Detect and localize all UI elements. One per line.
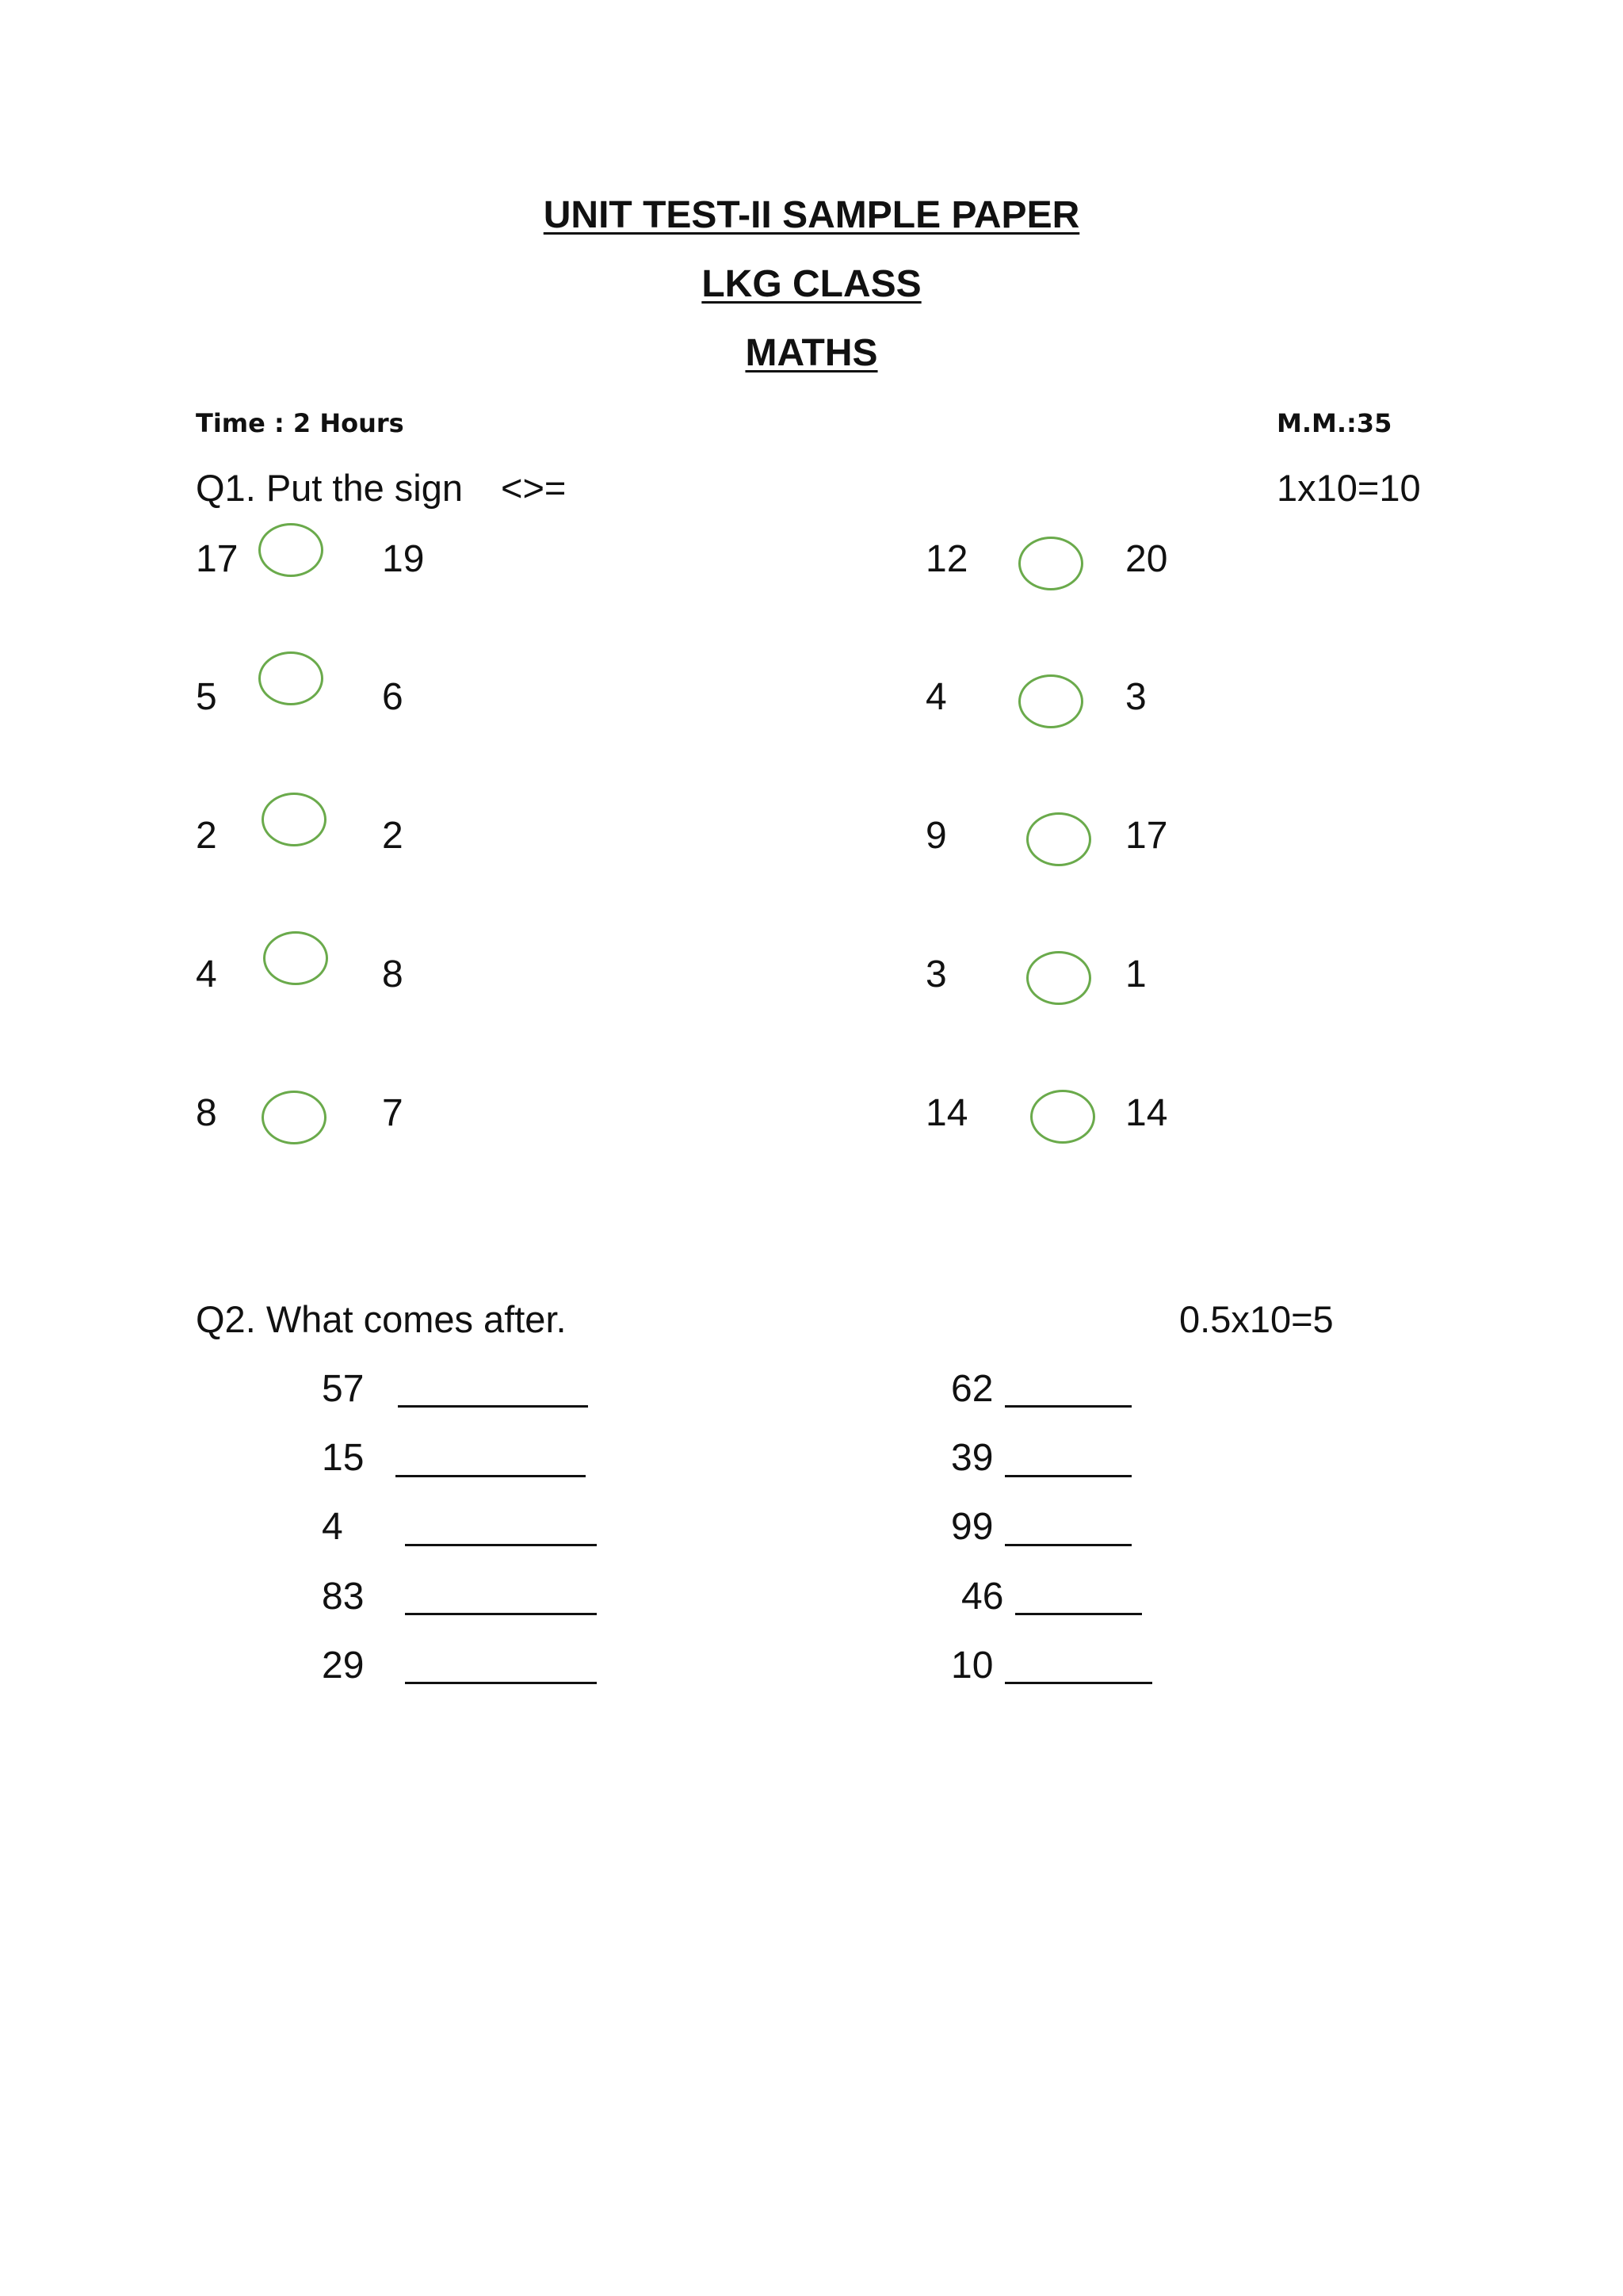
q1-number-right: 14 [1125, 1092, 1168, 1134]
answer-circle[interactable] [262, 793, 327, 846]
answer-circle[interactable] [263, 931, 328, 985]
q2-number: 46 [961, 1576, 1004, 1618]
q2-number: 62 [951, 1368, 994, 1410]
q1-prompt: Q1. Put the sign [196, 467, 464, 509]
paper-title: UNIT TEST-II SAMPLE PAPER [543, 194, 1080, 236]
time-label: Time : 2 Hours [196, 408, 404, 438]
q2-number: 4 [322, 1506, 343, 1548]
answer-blank[interactable] [1015, 1613, 1142, 1615]
max-marks-label: M.M.:35 [1277, 408, 1392, 438]
answer-circle[interactable] [1026, 951, 1091, 1005]
answer-blank[interactable] [405, 1613, 597, 1615]
q1-number-right: 3 [1125, 676, 1147, 718]
answer-blank[interactable] [1005, 1475, 1132, 1477]
q2-number: 83 [322, 1576, 365, 1618]
q1-number-left: 2 [196, 815, 217, 857]
q1-number-right: 19 [382, 538, 425, 580]
answer-circle[interactable] [1018, 537, 1083, 590]
answer-blank[interactable] [395, 1475, 586, 1477]
answer-blank[interactable] [1005, 1682, 1152, 1684]
q1-number-right: 2 [382, 815, 403, 857]
q1-number-left: 3 [926, 953, 947, 995]
answer-circle[interactable] [1026, 812, 1091, 866]
answer-circle[interactable] [1030, 1090, 1095, 1144]
q1-number-left: 4 [196, 953, 217, 995]
q2-number: 99 [951, 1506, 994, 1548]
q1-number-right: 6 [382, 676, 403, 718]
q1-number-left: 17 [196, 538, 239, 580]
answer-blank[interactable] [405, 1682, 597, 1684]
q1-number-right: 1 [1125, 953, 1147, 995]
answer-circle[interactable] [262, 1091, 327, 1144]
answer-blank[interactable] [405, 1544, 597, 1546]
q1-number-left: 12 [926, 538, 968, 580]
q2-number: 29 [322, 1645, 365, 1687]
q1-number-left: 8 [196, 1092, 217, 1134]
q1-number-left: 5 [196, 676, 217, 718]
q1-number-right: 20 [1125, 538, 1168, 580]
q2-number: 57 [322, 1368, 365, 1410]
subject-title: MATHS [745, 332, 878, 374]
answer-circle[interactable] [258, 651, 323, 705]
answer-circle[interactable] [1018, 674, 1083, 728]
q1-number-left: 14 [926, 1092, 968, 1134]
q1-number-right: 7 [382, 1092, 403, 1134]
q2-number: 10 [951, 1645, 994, 1687]
q2-number: 15 [322, 1437, 365, 1479]
q1-number-right: 8 [382, 953, 403, 995]
q1-marks: 1x10=10 [1277, 467, 1421, 509]
answer-blank[interactable] [398, 1405, 588, 1408]
class-name: LKG CLASS [701, 263, 922, 305]
answer-blank[interactable] [1005, 1544, 1132, 1546]
answer-blank[interactable] [1005, 1405, 1132, 1408]
q1-number-left: 9 [926, 815, 947, 857]
q1-signs: <>= [501, 467, 567, 509]
q1-number-right: 17 [1125, 815, 1168, 857]
q2-prompt: Q2. What comes after. [196, 1298, 567, 1340]
q1-number-left: 4 [926, 676, 947, 718]
q2-number: 39 [951, 1437, 994, 1479]
answer-circle[interactable] [258, 523, 323, 577]
q2-marks: 0.5x10=5 [1179, 1298, 1334, 1340]
